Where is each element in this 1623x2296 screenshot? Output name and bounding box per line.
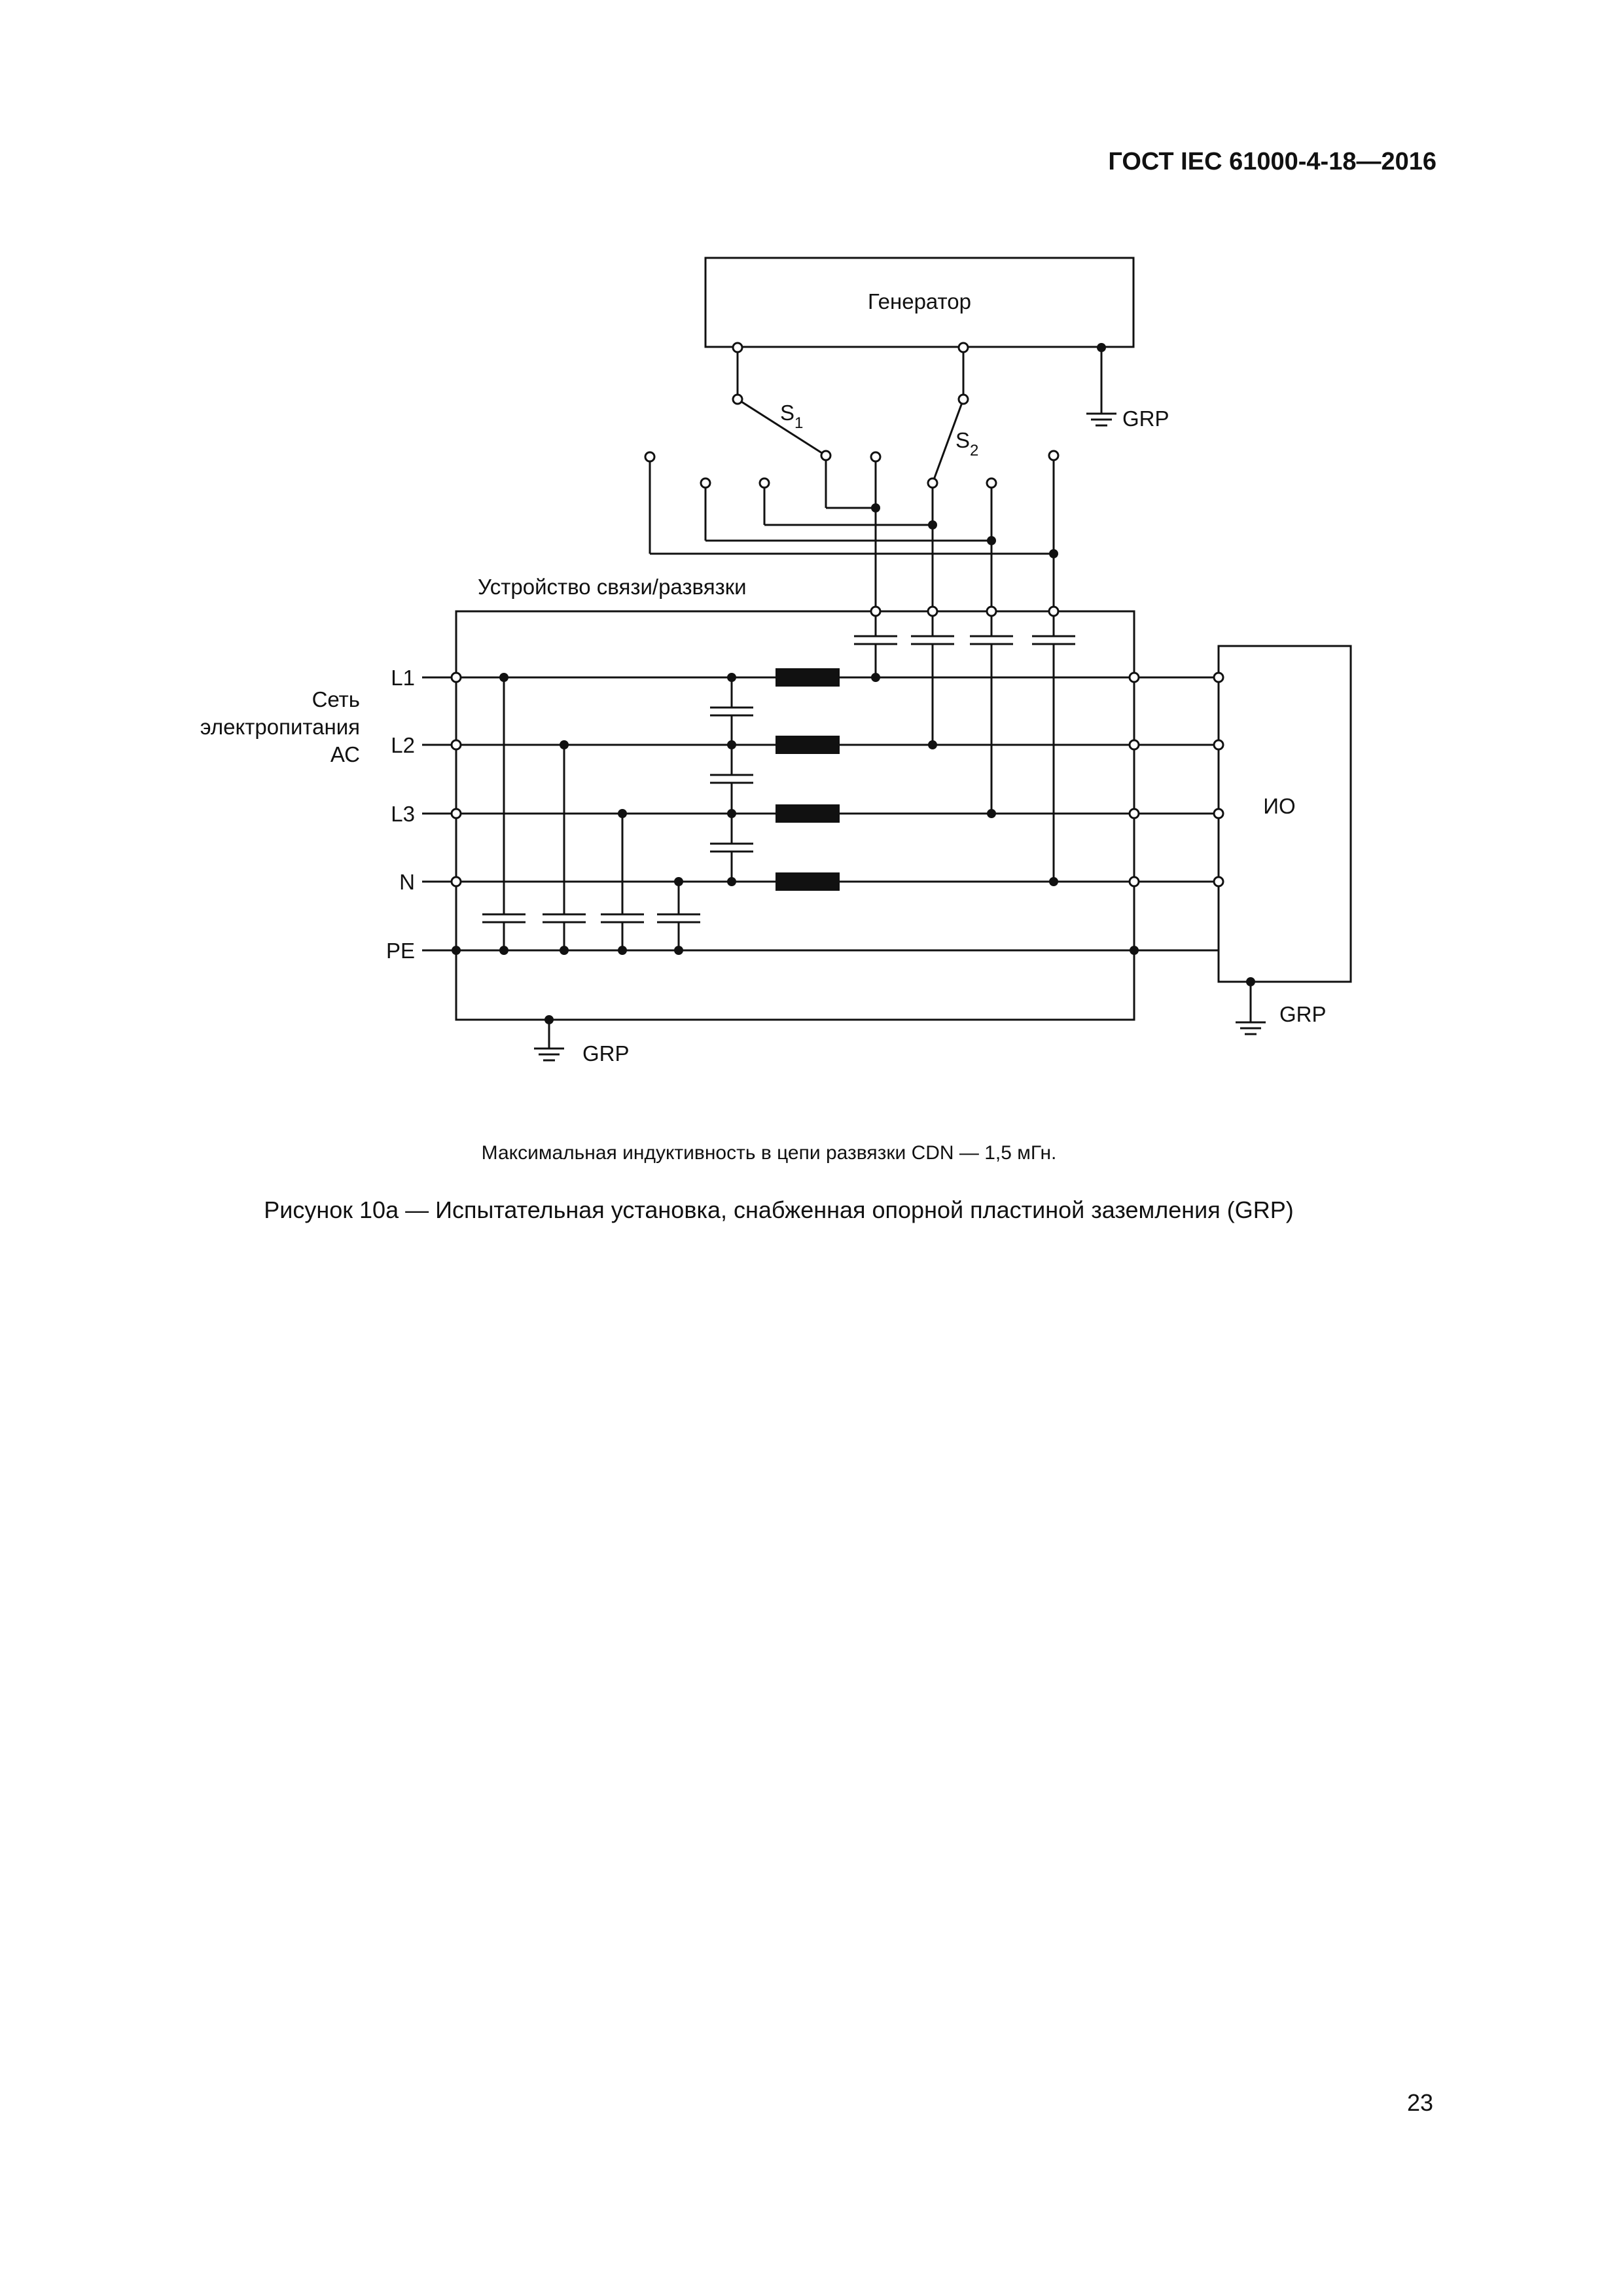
- mains-label-line3: АС: [330, 742, 360, 766]
- decoupling-inductors: [776, 668, 840, 891]
- line-l1-label: L1: [391, 666, 415, 690]
- line-l2-label: L2: [391, 733, 415, 757]
- generator-label: Генератор: [867, 289, 972, 314]
- coupling-capacitors: [854, 636, 1075, 644]
- grp-label-eut: GRP: [1279, 1002, 1327, 1026]
- ground-symbol-cdn: [534, 1049, 564, 1060]
- mains-label-line1: Сеть: [312, 687, 360, 711]
- mains-label-line2: электропитания: [200, 715, 360, 739]
- switch-s1-label: $S_1$: [780, 401, 804, 432]
- eut-label: ИО: [1263, 794, 1296, 818]
- document-header: ГОСТ IEC 61000-4-18—2016: [1108, 148, 1436, 175]
- ground-symbol-eut: [1236, 1022, 1266, 1034]
- line-pe-label: PE: [385, 939, 415, 963]
- inductance-note: Максимальная индуктивность в цепи развязки CDN — 1,5 мГн.: [481, 1142, 1057, 1164]
- cdn-label: Устройство связи/развязки: [478, 575, 747, 599]
- ground-symbol-generator: [1086, 414, 1116, 425]
- switch-s2-label: $S_2$: [955, 428, 979, 459]
- figure-caption: Рисунок 10а — Испытательная установка, снабженная опорной пластиной заземления (GRP): [264, 1196, 1294, 1223]
- line-n-label: N: [399, 870, 415, 894]
- line-l3-label: L3: [391, 802, 415, 826]
- decoupling-capacitors-pe: [482, 914, 700, 922]
- page-number: 23: [1406, 2089, 1433, 2116]
- grp-label-cdn: GRP: [582, 1041, 630, 1066]
- grp-label-generator: GRP: [1122, 406, 1169, 431]
